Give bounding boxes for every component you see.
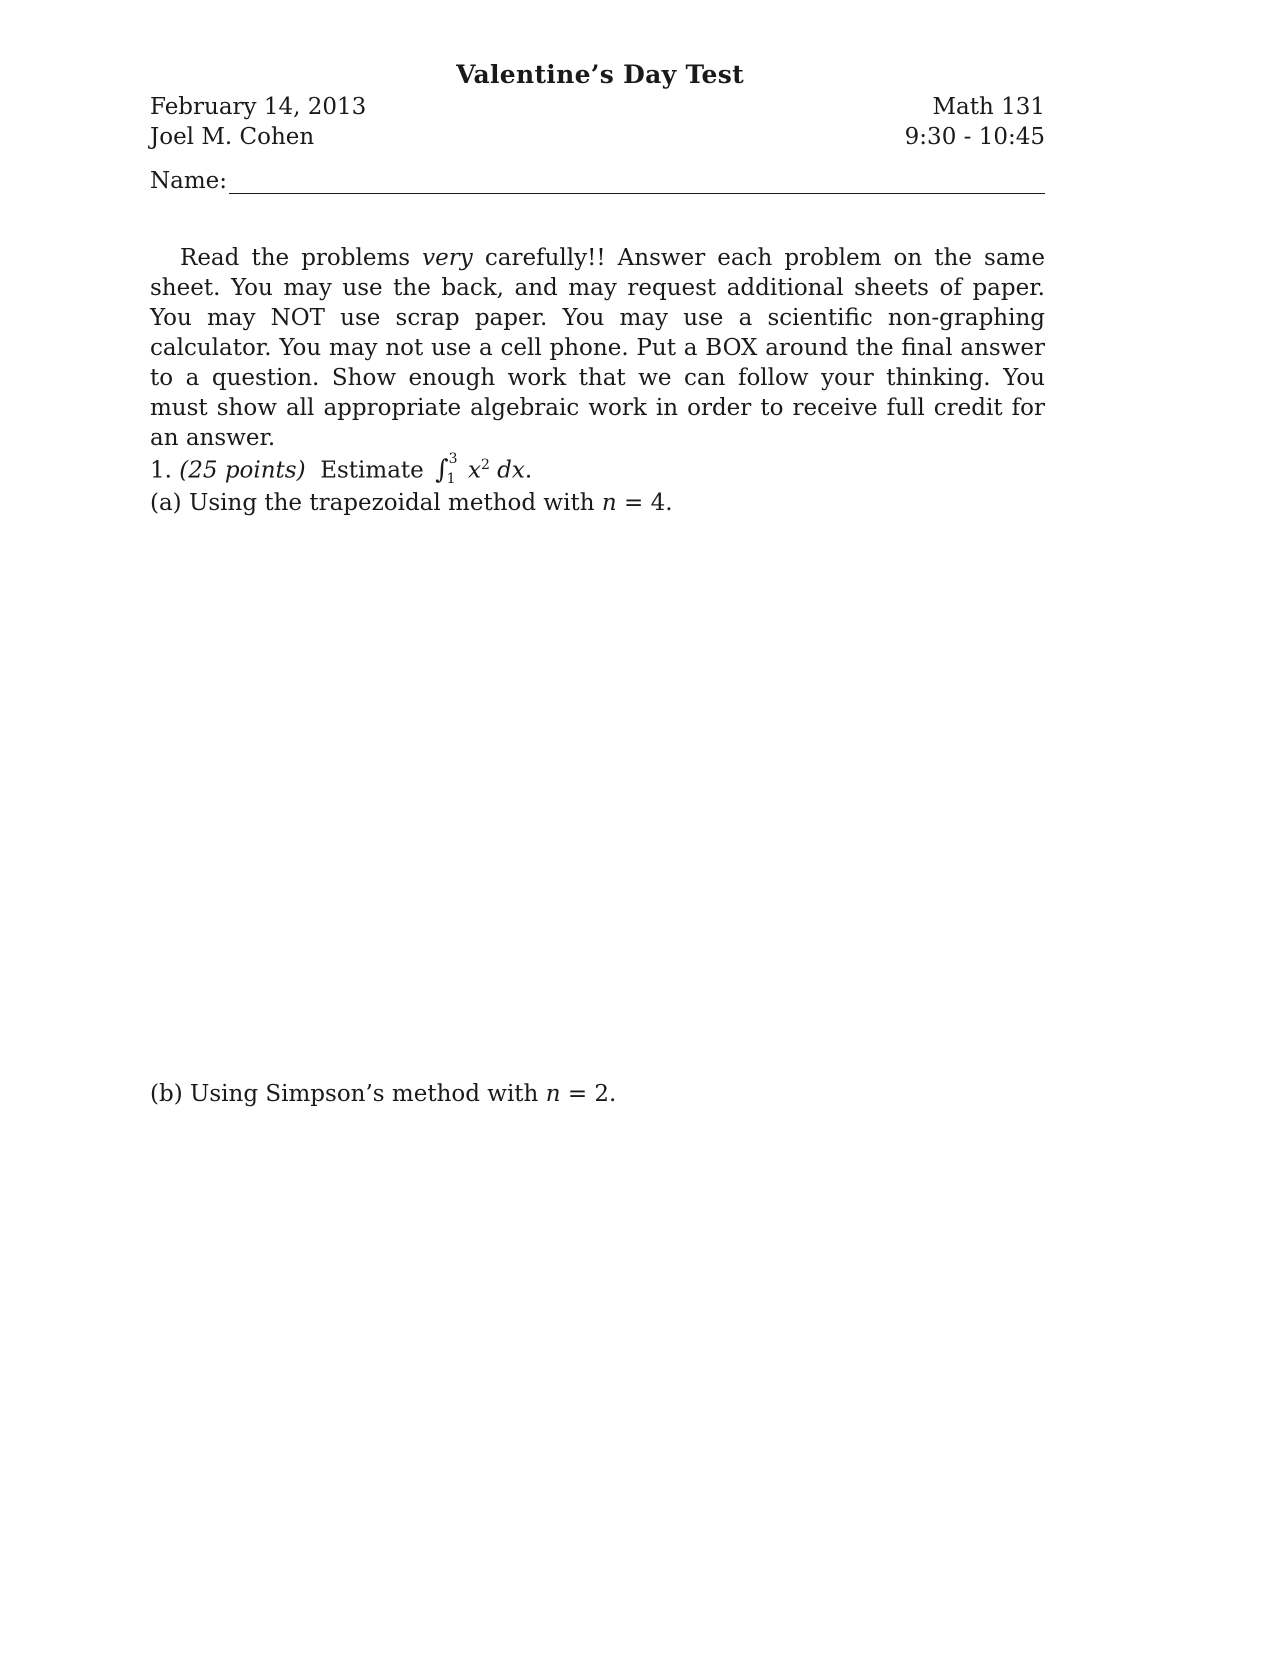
question-1b-text: Using Simpson’s method with bbox=[189, 1081, 539, 1107]
header-left bbox=[150, 92, 366, 152]
exam-date: February 14, 2013 bbox=[150, 94, 367, 120]
question-1a-var: n bbox=[601, 490, 617, 516]
name-label: Name: bbox=[150, 168, 228, 194]
question-1a-eq: = 4. bbox=[623, 490, 673, 516]
page-title: Valentine’s Day Test bbox=[456, 60, 744, 89]
integrand: x bbox=[467, 457, 481, 484]
integral-limits bbox=[446, 450, 461, 487]
integrand-exponent: 2 bbox=[480, 457, 490, 473]
question-1a-text: Using the trapezoidal method with bbox=[188, 490, 595, 516]
instructions-part2: carefully!! Answer each problem on the same sheet. You may use the back, and may request additional sheets of paper. You may NOT use scrap paper. You may use a scientific non-graphing calculator. You may not use a cell phone. Put a BOX around the final answer to a question. Show enough work that we can follow your thinking. You must show all appropriate algebraic work in order to receive full credit for an answer. bbox=[150, 245, 1045, 451]
question-1b bbox=[150, 1079, 616, 1109]
instructor-name: Joel M. Cohen bbox=[150, 124, 315, 150]
instructions-part1: Read the problems bbox=[180, 245, 423, 271]
header-right bbox=[820, 92, 1045, 152]
exam-time: 9:30 - 10:45 bbox=[904, 124, 1045, 150]
differential: dx bbox=[497, 457, 525, 484]
name-field[interactable] bbox=[150, 168, 1045, 194]
question-1-prompt: Estimate bbox=[320, 457, 424, 484]
question-1b-eq: = 2. bbox=[567, 1081, 617, 1107]
question-1-number: 1. bbox=[150, 457, 172, 484]
course-name: Math 131 bbox=[932, 94, 1045, 120]
integral-lower-limit: 1 bbox=[446, 471, 456, 487]
integral-upper-limit: 3 bbox=[448, 451, 458, 467]
question-1-end: . bbox=[524, 457, 533, 484]
question-1 bbox=[150, 450, 532, 486]
question-1a-label: (a) bbox=[150, 490, 182, 516]
question-1-points: (25 points) bbox=[179, 457, 306, 484]
integral-sign-icon: ∫ bbox=[435, 454, 449, 485]
question-1b-label: (b) bbox=[150, 1081, 183, 1107]
instructions-paragraph bbox=[150, 243, 1045, 453]
question-1a bbox=[150, 488, 673, 518]
name-blank-line[interactable] bbox=[229, 171, 1045, 194]
instructions-emphasis: very bbox=[422, 245, 473, 271]
question-1b-var: n bbox=[545, 1081, 561, 1107]
